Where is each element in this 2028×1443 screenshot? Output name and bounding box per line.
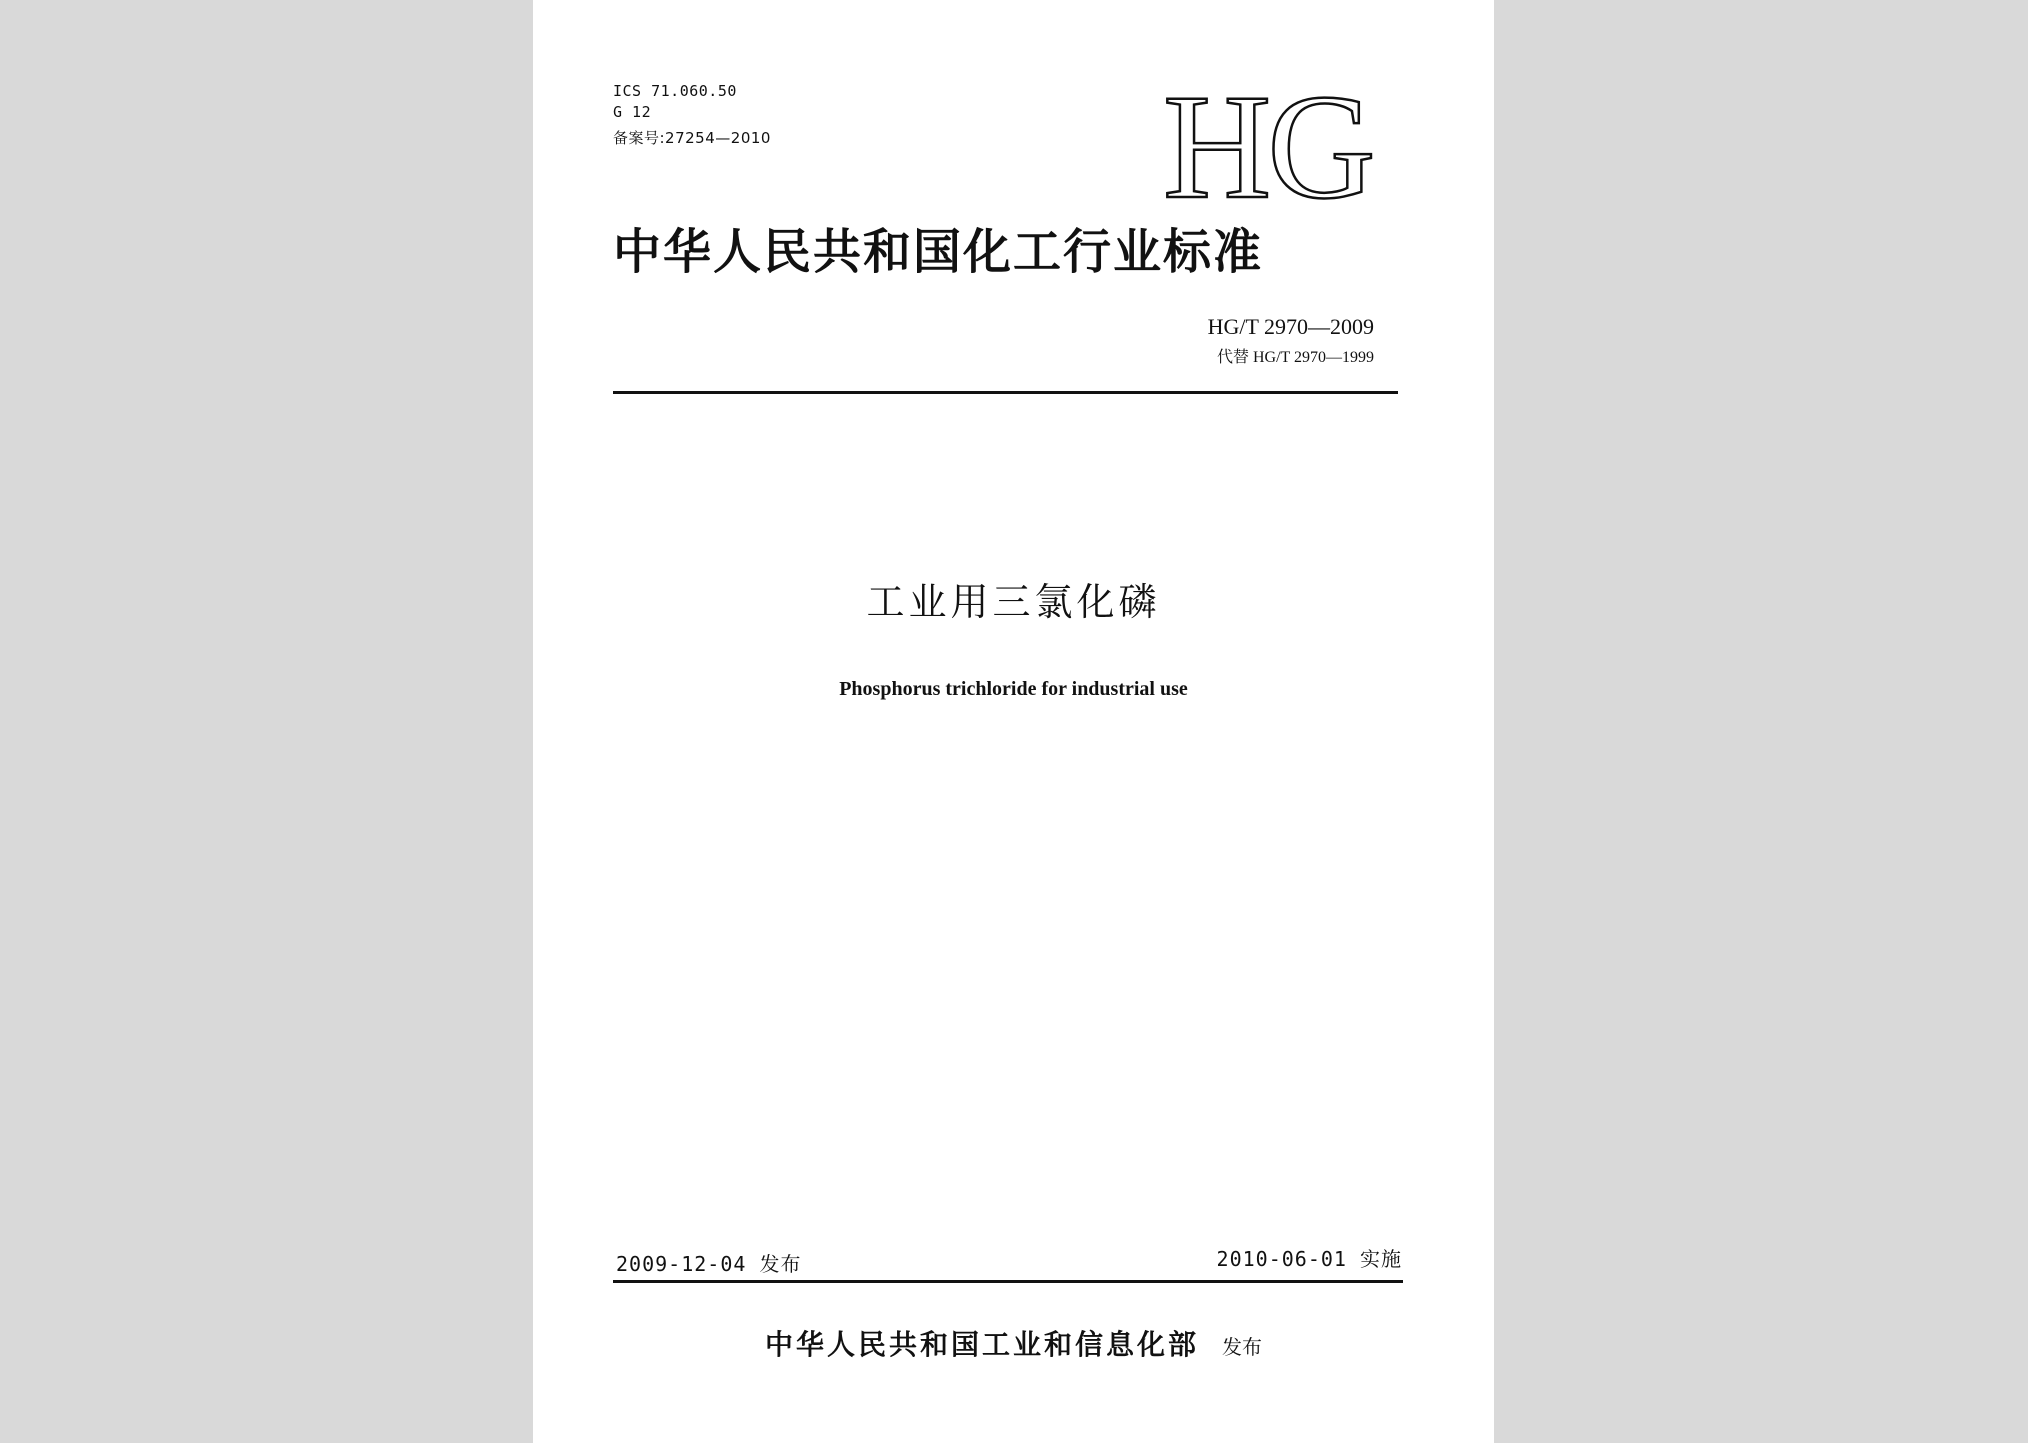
footer-divider [613,1280,1403,1283]
standard-title: 中华人民共和国化工行业标准 [613,224,1264,280]
classification-code: G 12 [613,103,652,121]
publisher-line [533,1327,1494,1365]
header-divider [613,391,1398,394]
issue-date: 2009-12-04 发布 [616,1252,802,1276]
replaces-standard: 代替 HG/T 2970—1999 [1216,349,1374,366]
document-title-cn: 工业用三氯化磷 [866,580,1161,624]
hg-logo: HG [1163,64,1372,230]
document-title-en: Phosphorus trichloride for industrial use [839,678,1188,700]
publisher-suffix: 发布 [1222,1335,1263,1359]
implementation-date: 2010-06-01 实施 [1216,1247,1402,1271]
publisher-name: 中华人民共和国工业和信息化部 [764,1328,1199,1361]
document-page [533,0,1494,1443]
standard-number: HG/T 2970—2009 [1207,314,1374,339]
record-number: 备案号:27254—2010 [613,129,771,147]
ics-code: ICS 71.060.50 [613,82,737,100]
